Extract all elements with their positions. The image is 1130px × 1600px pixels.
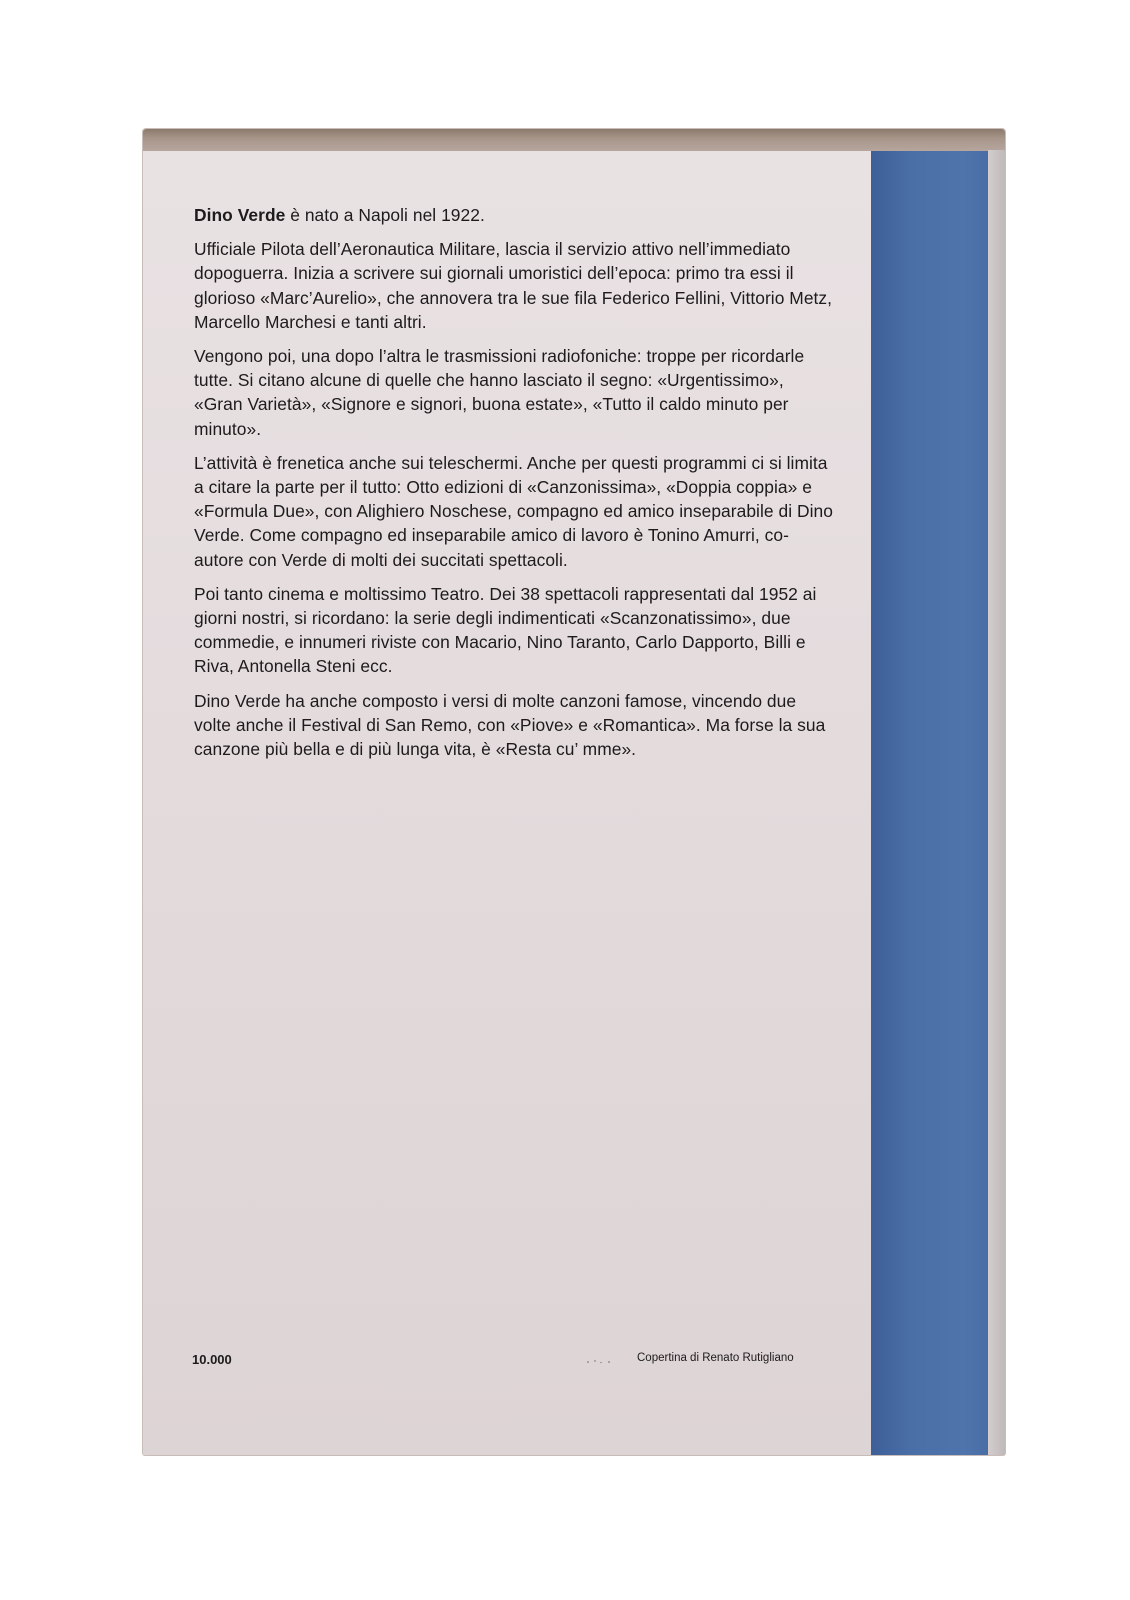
author-name: Dino Verde [194,205,286,225]
bio-paragraph-2: Ufficiale Pilota dell’Aeronautica Militare, lascia il servizio attivo nell’immediato dopoguerra. Inizia a scrivere sui giornali umoristici dell’epoca: primo tra essi il glorioso «Marc’Aurelio», che annovera tra le sue fila Federico Fellini, Vittorio Metz, Marcello Marchesi e tanti altri. [194,239,833,332]
blue-spine-band [871,151,1005,1455]
price-label: 10.000 [192,1352,232,1367]
bio-paragraph-1-text: è nato a Napoli nel 1922. [285,205,485,225]
bio-paragraph-1 [194,203,834,227]
cover-credit: Copertina di Renato Rutigliano [637,1352,794,1364]
bio-paragraph-3: Vengono poi, una dopo l’altra le trasmissioni radiofoniche: troppe per ricordarle tutte. Si citano alcune di quelle che hanno lasciato il segno: «Urgentissimo», «Gran Varietà», «Signore e signori, buona estate», «Tutto il caldo minuto per minuto». [194,346,805,439]
book-side-edge [988,150,1005,1455]
bio-paragraph-6: Dino Verde ha anche composto i versi di molte canzoni famose, vincendo due volte anche il Festival di San Remo, con «Piove» e «Romantica». Ma forse la sua canzone più bella e di più lunga vita, è «Resta cu’ mme». [194,690,826,760]
bio-paragraph-4: L’attività è frenetica anche sui teleschermi. Anche per questi programmi ci si limita a citare la parte per il tutto: Otto edizioni di «Canzonissima», «Doppia coppia» e «Formula Due», con Alighiero Noschese, compagno ed amico inseparabile di Dino Verde. Come compagno ed inseparabile amico di lavoro è Tonino Amurri, co-autore con Verde di molti dei succitati spettacoli. [194,452,833,570]
dust-specks [585,1358,615,1364]
author-biography [194,203,834,771]
bio-paragraph-5: Poi tanto cinema e moltissimo Teatro. Dei 38 spettacoli rappresentati dal 1952 ai giorni nostri, si ricordano: la serie degli indimenticati «Scanzonatissimo», due commedie, e innumeri riviste con Macario, Nino Taranto, Carlo Dapporto, Billi e Riva, Antonella Steni ecc. [194,583,817,677]
book-top-edge [143,129,1005,153]
